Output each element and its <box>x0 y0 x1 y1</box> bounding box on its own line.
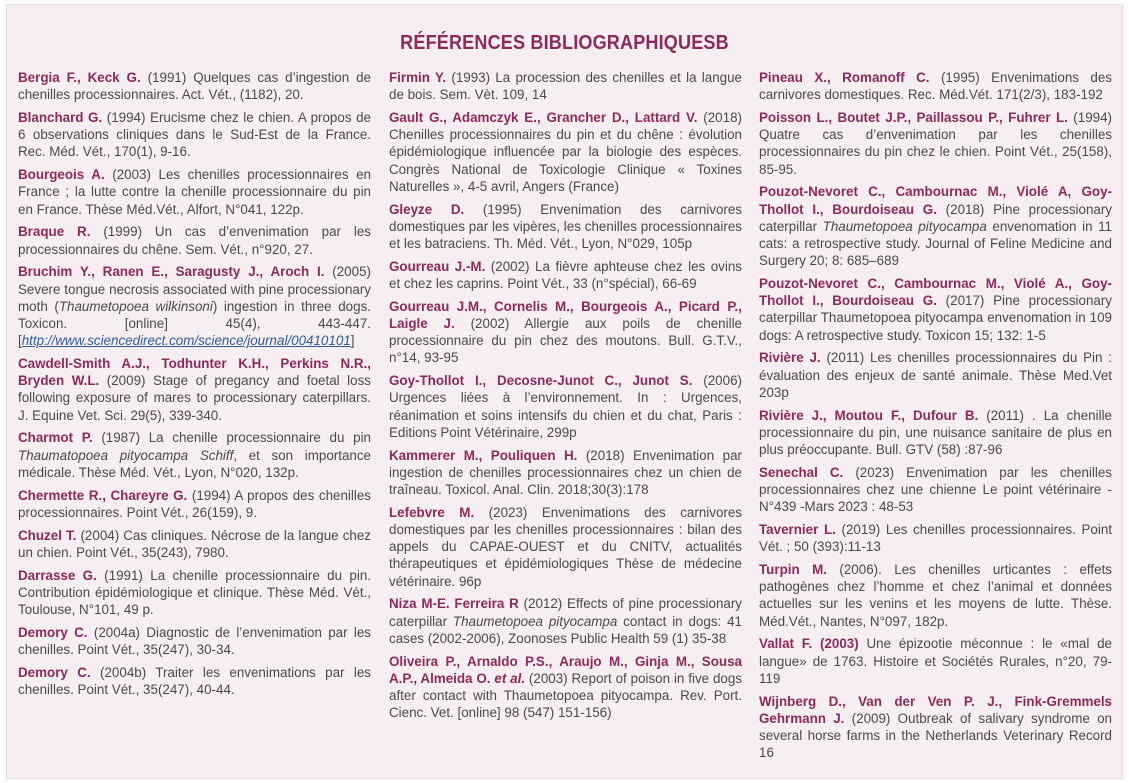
reference-entry <box>759 464 1112 516</box>
reference-text: (1987) La chenille processionnaire du pin <box>92 430 371 446</box>
reference-entry <box>759 349 1112 401</box>
reference-entry <box>759 109 1112 178</box>
reference-authors: Demory C. <box>18 664 91 680</box>
reference-authors: Gourreau J.M., Cornelis M., Bourgeois A., Picard P., Laigle J. <box>389 298 742 332</box>
reference-authors: Cawdell-Smith A.J., Todhunter K.H., Perkins N.R., Bryden W.L. <box>18 356 371 389</box>
reference-entry <box>18 624 371 658</box>
reference-authors: Gault G., Adamczyk E., Grancher D., Lattard V. <box>389 110 698 125</box>
reference-entry <box>18 166 371 218</box>
reference-authors: Gourreau J.-M. <box>389 258 486 274</box>
reference-text: (2004a) Diagnostic de l’envenimation par les chenilles. Point Vét., 35(247), 30-34. <box>18 624 371 658</box>
reference-text: (1993) La procession des chenilles et la langue de bois. Sem. Vèt. 109, 14 <box>389 70 743 103</box>
reference-entry <box>759 69 1112 103</box>
reference-text: Une épizootie méconnue : le «mal de langue» de 1763. Histoire et Sociétés Rurales, n°20, 79-119 <box>759 636 1112 686</box>
reference-authors: Senechal C. <box>759 464 844 480</box>
column-1 <box>18 69 371 704</box>
reference-entry <box>389 298 742 367</box>
reference-text: envenomation in 11 cats: a retrospective study. Journal of Feline Medicine and Surgery 20; 8: 685–689 <box>759 218 1112 269</box>
reference-authors: Blanchard G. <box>18 110 103 125</box>
reference-entry <box>759 521 1112 555</box>
reference-entry <box>18 527 371 561</box>
reference-text: (2003) Report of poison in five dogs after contact with Thaumetopoea pityocampa. Rev. Port. Cienc. Vet. [online] 98 (547) 151-156) <box>389 670 742 721</box>
reference-authors: Pouzot-Nevoret C., Cambournac M., Violé A., Goy-Thollot I., Bourdoiseau G. <box>759 276 1112 309</box>
reference-entry <box>759 635 1112 687</box>
reference-italic-text: Thaumetopoea pityocampa <box>452 613 618 629</box>
reference-authors: Wijnberg D., Van der Ven P. J., Fink-Gremmels Gehrmann J. <box>759 693 1112 726</box>
reference-entry <box>389 447 742 499</box>
reference-text: (2009) Stage of pregancy and foetal loss following exposure of mares to processionary caterpillars. J. Equine Vet. Sci. 29(5), 339-340. <box>18 373 371 423</box>
reference-authors: Pouzot-Nevoret C., Cambournac M., Violé A, Goy-Thollot I., Bourdoiseau G. <box>759 184 1112 217</box>
reference-authors: Pineau X., Romanoff C. <box>759 70 930 85</box>
reference-entry <box>759 407 1112 459</box>
reference-text: (1994) A propos des chenilles processionnaires. Point Vét., 26(159), 9. <box>18 487 371 520</box>
reference-text: (2005) Severe tongue necrosis associated with pine processionary moth ( <box>18 264 371 314</box>
reference-authors: Darrasse G. <box>18 567 97 583</box>
reference-authors: Tavernier L. <box>759 522 836 538</box>
reference-text: (2023) Envenimation par les chenilles processionnaires chez une chienne Le point vétérinaire -N°439 -Mars 2023 : 48-53 <box>759 464 1112 515</box>
reference-text: (2023) Envenimations des carnivores domestiques par les chenilles processionnaires : bilan des appels du CAPAE-OUEST et du CNITV, actualités thérapeutiques et épidémiologiques Thèse de médecine vétérinaire. 96p <box>389 504 743 589</box>
reference-text: contact in dogs: 41 cases (2002-2006), Zoonoses Public Health 59 (1) 35-38 <box>389 613 742 646</box>
reference-italic-text: Thaumetopoea pityocampa <box>822 218 987 234</box>
reference-entry <box>18 223 371 257</box>
reference-authors: Rivière J. <box>759 350 821 366</box>
reference-text: (2003) Les chenilles processionnaires en France ; la lutte contre la chenille processionnaire du pin en France. Thèse Méd.Vét., Alfort, N°041, 122p. <box>18 167 371 217</box>
reference-entry <box>389 258 742 292</box>
reference-text: (2006). Les chenilles urticantes : effets pathogènes chez l’homme et chez l’animal et données actuelles sur les venins et les moyens de lutte. Thèse. Méd.Vét., Nantes, N°097, 182p. <box>759 562 1112 629</box>
reference-entry <box>18 69 371 103</box>
reference-entry <box>389 653 742 722</box>
reference-text: (2018) Chenilles processionnaires du pin et du chêne : évolution épidémiologique influencée par la biologie des espèces. Congrès National de Toxicologie Clinique « Toxines Naturelles », 4-5 avril, Angers (France) <box>389 110 742 194</box>
reference-text: (2018) Pine processionary caterpillar <box>759 201 1113 234</box>
reference-entry <box>18 355 371 424</box>
reference-text: (1994) Quatre cas d’envenimation par les chenilles processionnaires du pin chez le chien. Point Vét., 25(158), 85-95. <box>759 110 1112 177</box>
reference-text: (2018) Envenimation par ingestion de chenilles processionnaires chez un chien de traîneau. Toxicol. Anal. Clin. 2018;30(3):178 <box>389 447 742 498</box>
reference-entry <box>389 372 742 441</box>
reference-authors: Vallat F. (2003) <box>759 636 859 652</box>
reference-entry <box>18 109 371 161</box>
reference-italic-text: Thaumatopoea pityocampa Schiff <box>18 447 234 463</box>
column-2 <box>389 69 742 727</box>
reference-text: , et son importance médicale. Thèse Méd. Vét., Lyon, N°020, 132p. <box>18 447 371 480</box>
reference-authors: Rivière J., Moutou F., Dufour B. <box>759 407 979 423</box>
reference-authors: Oliveira P., Arnaldo P.S., Araujo M., Ginja M., Sousa A.P., Almeida O. <box>389 653 742 686</box>
reference-authors: Goy-Thollot I., Decosne-Junot C., Junot S. <box>389 373 693 389</box>
reference-entry <box>18 664 371 698</box>
reference-entry <box>389 69 742 103</box>
reference-authors: Charmot P. <box>18 430 93 446</box>
reference-authors: Niza M-E. Ferreira R <box>389 596 519 612</box>
reference-text: (1994) Erucisme chez le chien. A propos de 6 observations cliniques dans le Sud-Est de la France. Rec. Méd. Vét., 170(1), 9-16. <box>18 110 371 160</box>
reference-text: (2019) Les chenilles processionnaires. Point Vét. ; 50 (393):11-13 <box>759 522 1112 555</box>
reference-entry <box>389 595 742 647</box>
reference-text: (2004) Cas cliniques. Nécrose de la langue chez un chien. Point Vét., 35(243), 7980. <box>18 527 371 560</box>
reference-text: (2006) Urgences liées à l’environnement. In : Urgences, réanimation et soins intensifs du chien et du chat, Paris : Editions Point Vétérinaire, 299p <box>389 373 742 440</box>
reference-text: (2011) . La chenille processionnaire du pin, une nuisance sanitaire de plus en plus préoccupante. Bull. GTV (58) :87-96 <box>759 407 1113 458</box>
reference-authors: Braque R. <box>18 224 91 240</box>
reference-authors: Bourgeois A. <box>18 167 105 183</box>
reference-entry <box>389 504 742 590</box>
reference-authors: Firmin Y. <box>389 70 447 85</box>
reference-entry <box>18 263 371 349</box>
column-3 <box>759 69 1112 767</box>
reference-entry <box>389 201 742 253</box>
reference-authors: Chuzel T. <box>18 527 77 543</box>
reference-entry <box>759 693 1112 762</box>
reference-authors: Poisson L., Boutet J.P., Paillassou P., Fuhrer L. <box>759 110 1068 125</box>
reference-text: (1995) Envenimations des carnivores domestiques. Rec. Méd.Vét. 171(2/3), 183-192 <box>759 70 1112 103</box>
reference-text: (2002) La fièvre aphteuse chez les ovins et chez les caprins. Point Vét., 33 (n°spécial), 66-69 <box>389 258 742 292</box>
reference-authors: Turpin M. <box>759 562 827 578</box>
reference-authors: Demory C. <box>18 624 88 640</box>
reference-italic-text: Thaumetopoea wilkinsoni <box>58 298 213 314</box>
reference-link[interactable]: http://www.sciencedirect.com/science/journal/00410101 <box>21 333 351 349</box>
reference-authors: Bruchim Y., Ranen E., Saragusty J., Aroch I. <box>18 264 325 280</box>
reference-text: (1995) Envenimation des carnivores domestiques par les vipères, les chenilles processionnaires et les batraciens. Th. Méd. Vét., Lyon, N°029, 105p <box>389 201 742 252</box>
reference-text: (1991) La chenille processionnaire du pin. Contribution épidémiologique et clinique. Thèse Méd. Vét., Toulouse, N°101, 49 p. <box>18 567 371 618</box>
bibliography-page <box>6 4 1123 779</box>
page-title: RÉFÉRENCES BIBLIOGRAPHIQUESB <box>400 31 729 54</box>
reference-entry <box>759 275 1112 344</box>
reference-authors: Gleyze D. <box>389 201 465 217</box>
reference-text: ] <box>350 333 355 349</box>
reference-text: (2009) Outbreak of salivary syndrome on several horse farms in the Netherlands Veterinary Record 16 <box>759 710 1113 761</box>
reference-entry <box>18 567 371 619</box>
reference-authors-etal: et al. <box>494 670 526 686</box>
reference-text: (2011) Les chenilles processionnaires du Pin : évaluation des enjeux de santé animale. Thèse Med.Vet 203p <box>759 350 1112 400</box>
reference-authors: Bergia F., Keck G. <box>18 70 141 85</box>
reference-entry <box>759 183 1112 269</box>
reference-text: (1991) Quelques cas d’ingestion de chenilles processionnaires. Act. Vét., (1182), 20. <box>18 70 372 103</box>
reference-authors: Kammerer M., Pouliquen H. <box>389 447 578 463</box>
reference-authors: Lefebvre M. <box>389 504 475 520</box>
reference-entry <box>18 487 371 521</box>
reference-entry <box>18 429 371 481</box>
reference-text: (2002) Allergie aux poils de chenille processionnaire du pin chez des moutons. Bull. G.T.V., n°14, 93-95 <box>389 316 742 366</box>
reference-text: ) ingestion in three dogs. Toxicon. [online] 45(4), 443-447. [ <box>18 298 371 349</box>
reference-text: (2004b) Traiter les envenimations par les chenilles. Point Vét., 35(247), 40-44. <box>18 664 371 698</box>
reference-entry <box>759 561 1112 630</box>
reference-text: (1999) Un cas d’envenimation par les processionnaires du chêne. Sem. Vét., n°920, 27. <box>18 224 371 257</box>
reference-authors: Chermette R., Chareyre G. <box>18 487 188 503</box>
reference-text: (2017) Pine processionary caterpillar Thaumetopoea pityocampa envenomation in 109 dogs: A retrospective study. Toxicon 15; 132: 1-5 <box>759 293 1113 343</box>
reference-entry <box>389 109 742 195</box>
reference-text: (2012) Effects of pine processionary caterpillar <box>389 596 742 629</box>
